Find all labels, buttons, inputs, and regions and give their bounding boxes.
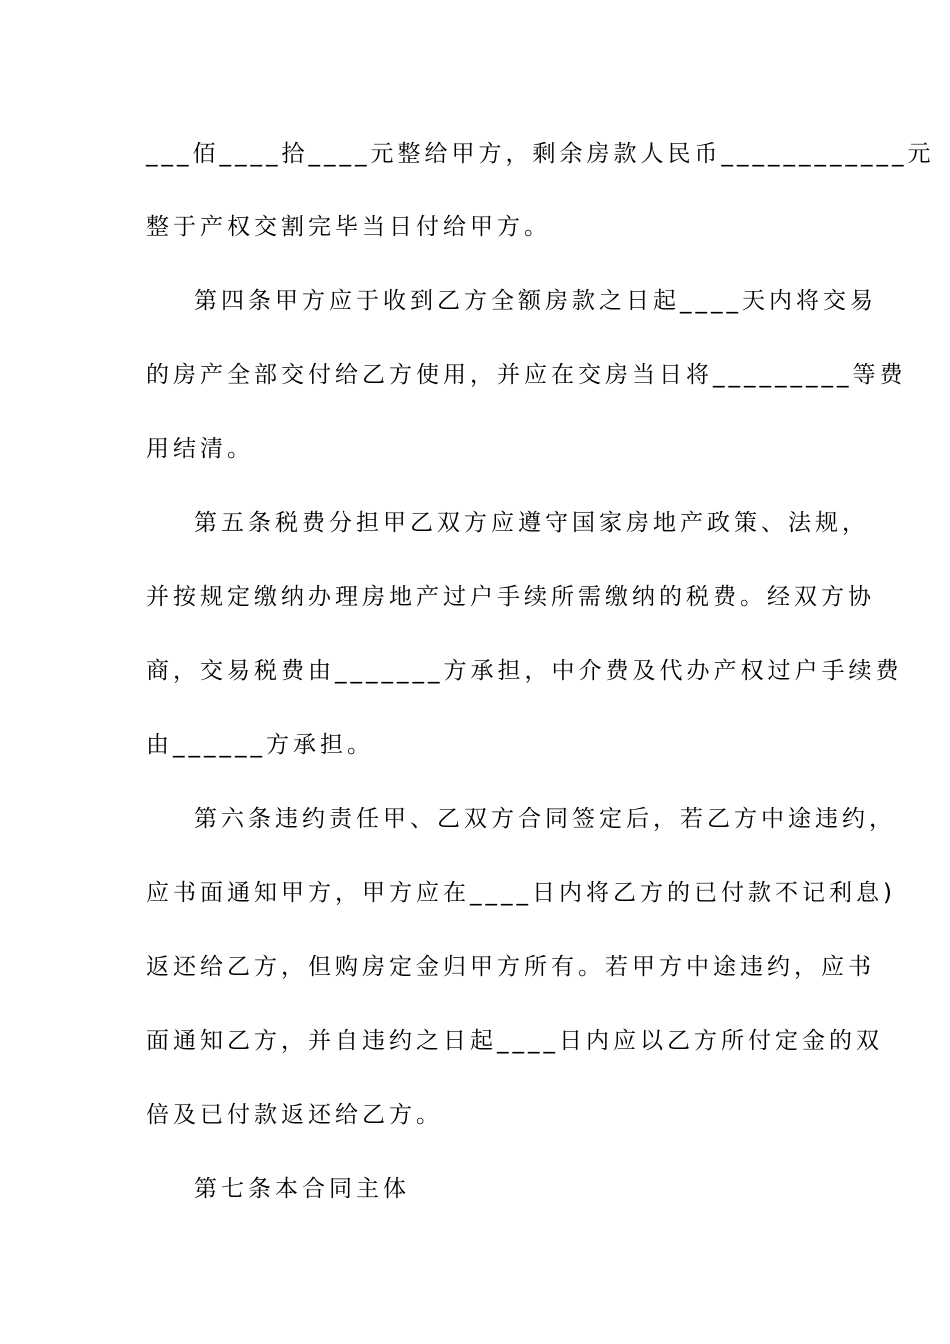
paragraph-article-5: 第五条税费分担甲乙双方应遵守国家房地产政策、法规， [194, 510, 869, 536]
text-line: 并按规定缴纳办理房地产过户手续所需缴纳的税费。经双方协 [146, 584, 875, 610]
text-line: 面通知乙方，并自违约之日起____日内应以乙方所付定金的双 [146, 1028, 883, 1054]
paragraph-article-4: 第四条甲方应于收到乙方全额房款之日起____天内将交易 [194, 288, 877, 314]
text-line: 返还给乙方，但购房定金归甲方所有。若甲方中途违约，应书 [146, 954, 875, 980]
text-line: 的房产全部交付给乙方使用，并应在交房当日将_________等费 [146, 362, 907, 388]
text-line: 由______方承担。 [146, 732, 374, 758]
paragraph-article-6: 第六条违约责任甲、乙双方合同签定后，若乙方中途违约， [194, 806, 896, 832]
text-line: ___佰____拾____元整给甲方，剩余房款人民币____________元 [146, 141, 935, 167]
paragraph-article-7: 第七条本合同主体 [194, 1176, 410, 1202]
text-line: 倍及已付款返还给乙方。 [146, 1102, 443, 1128]
text-line: 商，交易税费由_______方承担，中介费及代办产权过户手续费 [146, 658, 903, 684]
text-line: 用结清。 [146, 436, 254, 462]
text-line: 整于产权交割完毕当日付给甲方。 [146, 214, 551, 240]
text-line: 应书面通知甲方，甲方应在____日内将乙方的已付款不记利息) [146, 880, 896, 906]
